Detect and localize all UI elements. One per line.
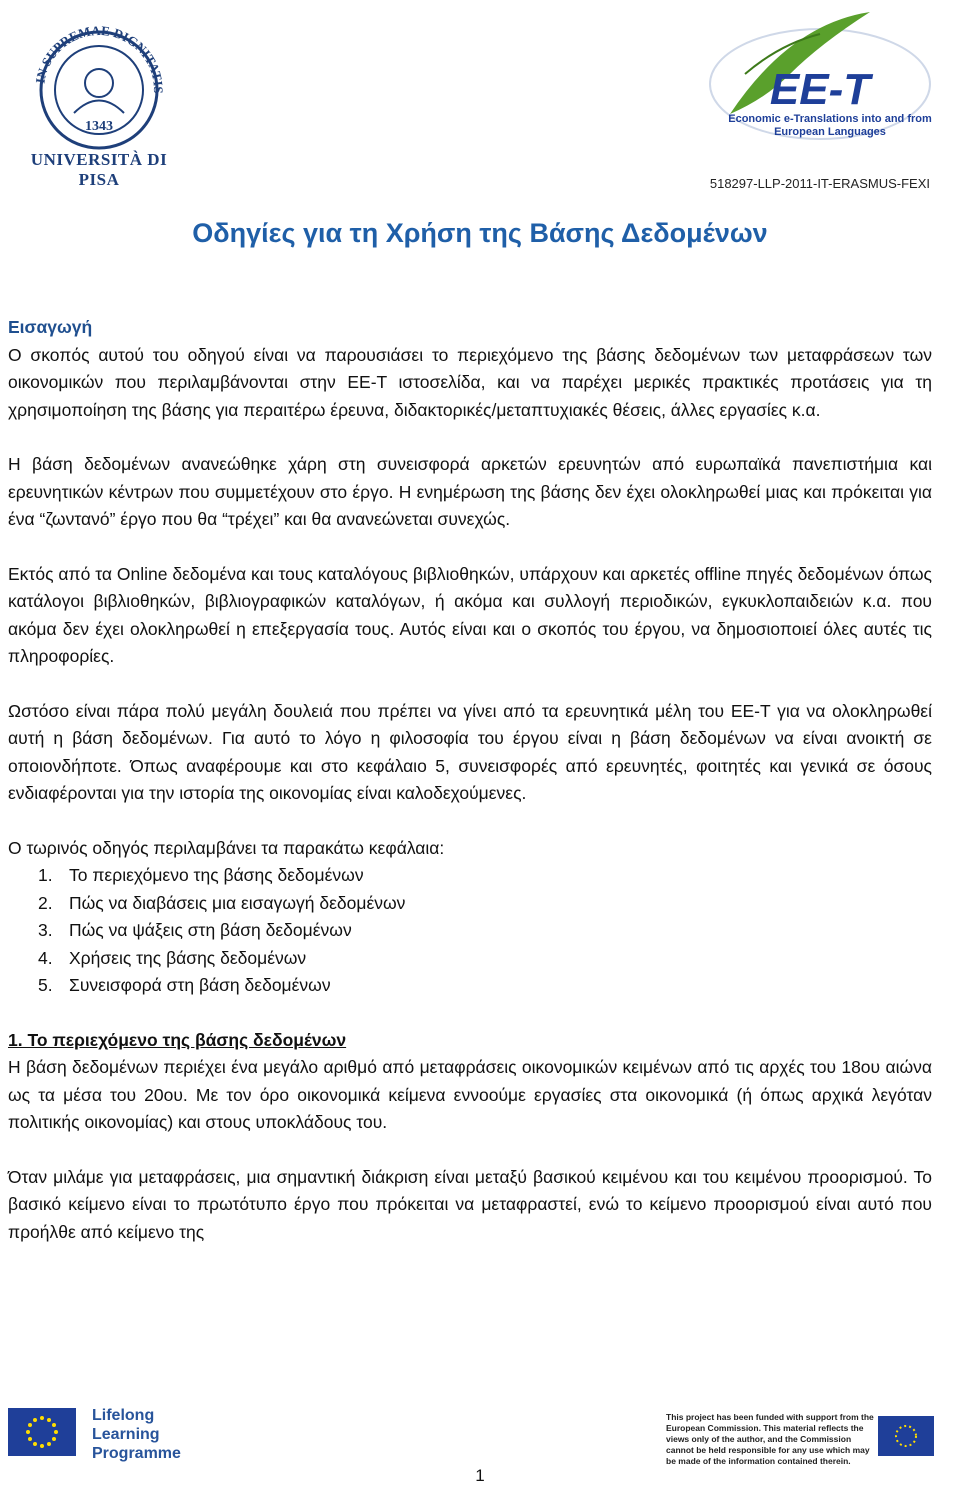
svg-text:Economic e-Translations into a: Economic e-Translations into and from bbox=[728, 113, 932, 125]
list-item: 4. Χρήσεις της βάσης δεδομένων bbox=[38, 947, 307, 968]
svg-text:1343: 1343 bbox=[85, 119, 113, 134]
page-title: Οδηγίες για τη Χρήση της Βάσης Δεδομένων bbox=[192, 218, 768, 248]
svg-text:IN SUPREMAE DIGNITATIS: IN SUPREMAE DIGNITATIS bbox=[32, 22, 167, 94]
section-1-paragraph-2: Όταν μιλάμε για μεταφράσεις, μια σημαντική διάκριση είναι μεταξύ βασικού κειμένου και του κειμένου προορισμού. Το βασικό κείμενο είναι το πρωτότυπο έργο που πρόκειται να μεταφραστεί, ενώ το κείμενο προορισμού είναι αυτό που προήλθε από κείμενο της bbox=[8, 1166, 932, 1242]
page-number: 1 bbox=[475, 1466, 485, 1485]
list-item: 5. Συνεισφορά στη βάση δεδομένων bbox=[38, 975, 331, 995]
list-item: 2. Πώς να διαβάσεις μια εισαγωγή δεδομένων bbox=[38, 892, 406, 913]
project-code: 518297-LLP-2011-IT-ERASMUS-FEXI bbox=[709, 176, 930, 191]
section-1-heading: 1. Το περιεχόμενο της βάσης δεδομένων bbox=[8, 1029, 347, 1050]
intro-paragraph-2: Η βάση δεδομένων ανανεώθηκε χάρη στη συνεισφορά αρκετών ερευνητών από ευρωπαϊκά πανεπιστήμια και ερευνητικών κέντρων που συμμετέχουν στο έργο. Η ενημέρωση της βάσης δεν έχει ολοκληρωθεί μιας και πρόκειται για ένα “ζωντανό” έργο που θα “τρέχει” και θα ανανεώνεται συνεχώς. bbox=[8, 454, 932, 529]
eu-flag-icon bbox=[8, 1408, 76, 1456]
intro-heading: Εισαγωγή bbox=[8, 317, 93, 337]
intro-paragraph-3: Εκτός από τα Online δεδομένα και τους καταλόγους βιβλιοθηκών, υπάρχουν και αρκετές offline πηγές δεδομένων όπως κατάλογοι βιβλιοθηκών, βιβλιογραφικών καταλόγων, ή ακόμα και συλλογή περιοδικών, εγκυκλοπαιδειών κ.α. που ακόμα δεν έχει ολοκληρωθεί η επεξεργασία τους. Αυτός είναι και ο σκοπός του έργου, να δημοσιοποιεί όλες αυτές τις πληροφορίες. bbox=[8, 563, 932, 666]
intro-paragraph-4: Ωστόσο είναι πάρα πολύ μεγάλη δουλειά που πρέπει να γίνει από τα ερευνητικά μέλη του ΕΕ-Τ για να ολοκληρωθεί αυτή η βάση δεδομένων. Για αυτό το λόγο η φιλοσοφία του έργου είναι η βάση δεδομένων να είναι ανοικτή σε οποιονδήποτε. Όπως αναφέρουμε και στο κεφάλαιο 5, συνεισφορές από ερευνητές, φοιτητές και γενικά σε όσους ενδιαφέρονται για την ιστορία της οικονομίας είναι καλοδεχούμενες. bbox=[8, 700, 932, 803]
section-1-paragraph-1: Η βάση δεδομένων περιέχει ένα μεγάλο αριθμό από μεταφράσεις οικονομικών κειμένων από τις αρχές του 18ου αιώνα ως τα μέσα του 20ου. Με τον όρο οικονομικά κείμενα εννοούμε εργασίες στα οικονομικά (ή όπως αρχικά λεγόταν πολιτικής οικονομίας) και στους υποκλάδους του. bbox=[8, 1057, 932, 1132]
university-name: UNIVERSITÀ DI PISA bbox=[30, 150, 168, 189]
document-header bbox=[0, 0, 960, 200]
llp-logo-text: Lifelong Learning Programme bbox=[92, 1407, 181, 1462]
list-item: 1. Το περιεχόμενο της βάσης δεδομένων bbox=[38, 865, 364, 885]
toc-intro: Ο τωρινός οδηγός περιλαμβάνει τα παρακάτω κεφάλαια: bbox=[8, 837, 445, 858]
funding-disclaimer: This project has been funded with support from the European Commission. This material reflects the views only of the author, and the Commission cannot be held responsible for any use which may be made of the information contained therein. bbox=[666, 1412, 874, 1466]
document-body bbox=[8, 314, 932, 1246]
intro-paragraph-1: Ο σκοπός αυτού του οδηγού είναι να παρουσιάσει το περιεχόμενο της βάσης δεδομένων των μεταφράσεων των οικονομικών που περιλαμβάνονται στην ΕΕ-Τ ιστοσελίδα, και να παρέχει μερικές πρακτικές προτάσεις για τη χρησιμοποίηση της βάσης για περαιτέρω έρευνα, διδακτορικές/μεταπτυχιακές θέσεις, άλλες εργασίες κ.α. bbox=[8, 344, 932, 420]
svg-text:European Languages: European Languages bbox=[774, 126, 886, 138]
eu-flag-small-icon bbox=[878, 1416, 934, 1456]
chapter-list bbox=[8, 862, 932, 1000]
list-item: 3. Πώς να ψάξεις στη βάση δεδομένων bbox=[38, 920, 352, 940]
svg-text:EE-T: EE-T bbox=[769, 65, 871, 114]
eet-logo bbox=[670, 4, 935, 144]
document-footer bbox=[0, 1400, 960, 1490]
